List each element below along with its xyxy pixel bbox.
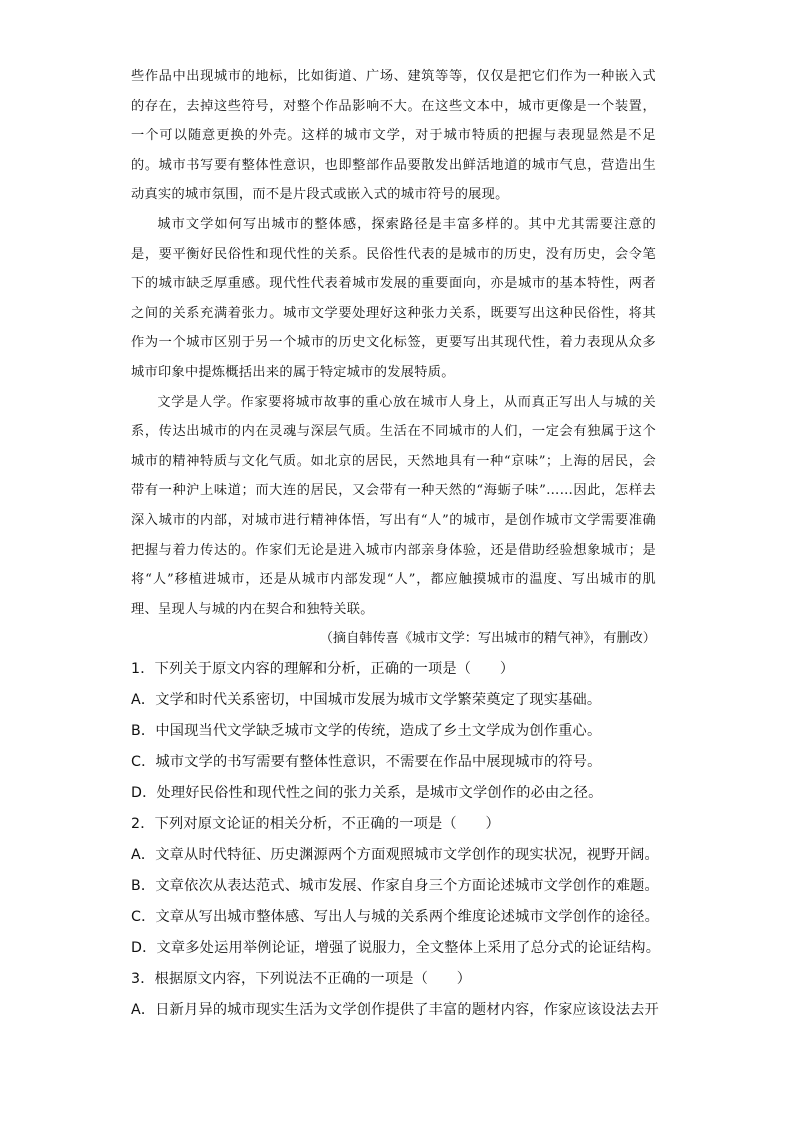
passage-paragraph: 文学是人学。作家要将城市故事的重心放在城市人身上，从而真正写出人与城的关系，传达出城市的内在灵魂与深层气质。生活在不同城市的人们，一定会有独属于这个城市的精神特质与文化气质。如北京的居民，天然地具有一种“京味”；上海的居民，会带有一种沪上味道；而大连的居民，又会带有一种天然的“海蛎子味”……因此，怎样去深入城市的内部，对城市进行精神体悟，写出有“人”的城市，是创作城市文学需要准确把握与着力传达的。作家们无论是进入城市内部亲身体验，还是借助经验想象城市；是将“人”移植进城市，还是从城市内部发现“人”，都应触摸城市的温度、写出城市的肌理、呈现人与城的内在契合和独特关联。 (131, 394, 656, 617)
passage-paragraph: 些作品中出现城市的地标，比如街道、广场、建筑等等，仅仅是把它们作为一种嵌入式的存在，去掉这些符号，对整个作品影响不大。在这些文本中，城市更像是一个装置，一个可以随意更换的外壳。这样的城市文学，对于城市特质的把握与表现显然是不足的。城市书写要有整体性意识，也即整部作品要散发出鲜活地道的城市气息，营造出生动真实的城市氛围，而不是片段式或嵌入式的城市符号的展现。 (131, 69, 656, 203)
option-a: A．文章从时代特征、历史渊源两个方面观照城市文学创作的现实状况，视野开阔。 (131, 846, 659, 863)
passage-paragraph: 城市文学如何写出城市的整体感，探索路径是丰富多样的。其中尤其需要注意的是，要平衡好民俗性和现代性的关系。民俗性代表的是城市的历史，没有历史，会令笔下的城市缺乏厚重感。现代性代表着城市发展的重要面向，亦是城市的基本特性，两者之间的关系充满着张力。城市文学要处理好这种张力关系，既要写出这种民俗性，将其作为一个城市区别于另一个城市的历史文化标签，更要写出其现代性，着力表现从众多城市印象中提炼概括出来的属于特定城市的发展特质。 (131, 216, 656, 380)
question-stem: 1．下列关于原文内容的理解和分析，正确的一项是（ ） (131, 660, 515, 677)
question-2 (131, 809, 661, 964)
option-a: A．日新月异的城市现实生活为文学创作提供了丰富的题材内容，作家应该设法去开 (131, 1001, 659, 1018)
document-page (131, 62, 661, 1026)
option-b: B．中国现当代文学缺乏城市文学的传统，造成了乡土文学成为创作重心。 (131, 722, 602, 739)
passage-source: （摘自韩传喜《城市文学：写出城市的精气神》，有删改） (319, 631, 656, 647)
option-d: D．处理好民俗性和现代性之间的张力关系，是城市文学创作的必由之径。 (131, 784, 603, 801)
option-b: B．文章依次从表达范式、城市发展、作家自身三个方面论述城市文学创作的难题。 (131, 877, 659, 894)
option-a: A．文学和时代关系密切，中国城市发展为城市文学繁荣奠定了现实基础。 (131, 691, 602, 708)
question-3 (131, 964, 659, 1026)
question-stem: 2．下列对原文论证的相关分析，不正确的一项是（ ） (131, 815, 500, 832)
option-c: C．城市文学的书写需要有整体性意识，不需要在作品中展现城市的符号。 (131, 753, 602, 770)
question-1 (131, 654, 656, 809)
question-stem: 3．根据原文内容，下列说法不正确的一项是（ ） (131, 970, 472, 987)
option-d: D．文章多处运用举例论证，增强了说服力，全文整体上采用了总分式的论证结构。 (131, 939, 661, 956)
option-c: C．文章从写出城市整体感、写出人与城的关系两个维度论述城市文学创作的途径。 (131, 908, 660, 925)
